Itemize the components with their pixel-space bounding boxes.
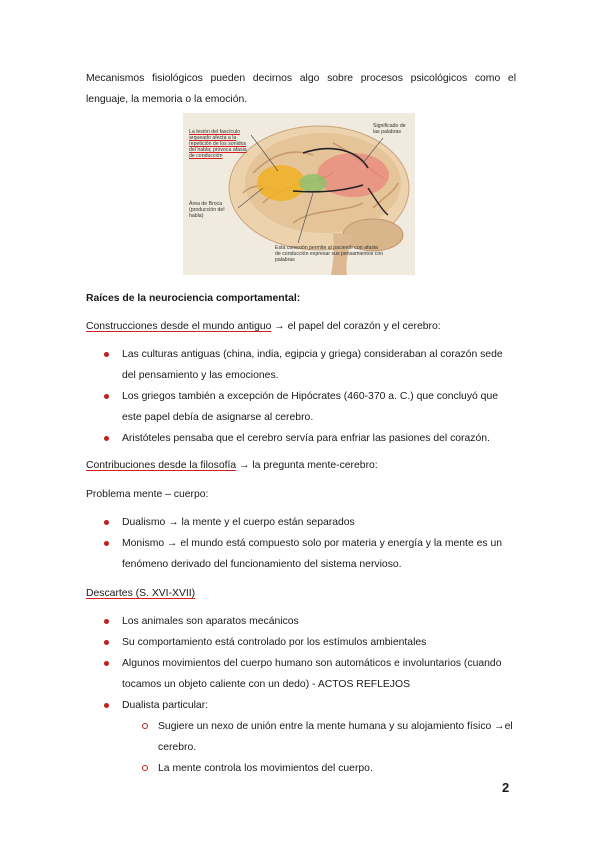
list-item: Las culturas antiguas (china, india, egipcia y griega) consideraban al corazón sede del pensamiento y las emociones. [86, 344, 516, 386]
heading-descartes [86, 583, 516, 604]
heading-antiguo-link: Construcciones desde el mundo antiguo [86, 321, 272, 332]
heading-antiguo [86, 316, 516, 337]
section-title: Raíces de la neurociencia comportamental: [86, 293, 301, 304]
heading-antiguo-rest: → el papel del corazón y el cerebro: [271, 321, 441, 332]
list-item: Algunos movimientos del cuerpo humano son automáticos e involuntarios (cuando tocamos un objeto caliente con un dedo) - ACTOS REFLEJOS [86, 653, 516, 695]
list-filosofia [86, 512, 516, 575]
heading-filosofia-link: Contribuciones desde la filosofía [86, 460, 237, 471]
wernicke-area [317, 153, 389, 197]
list-antiguo [86, 344, 516, 449]
list-item: Los animales son aparatos mecánicos [86, 611, 516, 632]
sublist-item: Sugiere un nexo de unión entre la mente humana y su alojamiento físico →el cerebro. [122, 716, 516, 758]
label-lesion: La lesión del fascículo arqueado afecta a la repetición de los sonidos del habla; provoca afasia de conducción [189, 129, 247, 159]
sublist-item: La mente controla los movimientos del cuerpo. [122, 758, 516, 779]
list-item: Dualismo → la mente y el cuerpo están separados [86, 512, 516, 533]
list-item: Su comportamiento está controlado por los estímulos ambientales [86, 632, 516, 653]
list-item: Aristóteles pensaba que el cerebro servía para enfriar las pasiones del corazón. [86, 428, 516, 449]
label-significado: Significado de las palabras [373, 123, 406, 135]
heading-filosofia-rest: → la pregunta mente-cerebro: [236, 460, 378, 471]
intro-paragraph: Mecanismos fisiológicos pueden decirnos algo sobre procesos psicológicos como el lenguaje, la memoria o la emoción. [86, 73, 516, 105]
heading-filosofia [86, 455, 516, 476]
list-item: Los griegos también a excepción de Hipócrates (460-370 a. C.) que concluyó que este papel debía de asignarse al cerebro. [86, 386, 516, 428]
list-descartes [86, 611, 516, 779]
heading-descartes-link: Descartes (S. XVI-XVII) [86, 588, 196, 599]
list-item-text: Dualista particular: [122, 700, 209, 711]
list-item [86, 695, 516, 779]
arcuate-region [299, 174, 327, 192]
label-broca: Área de Broca (producción del habla) [189, 201, 225, 219]
list-item: Monismo → el mundo está compuesto solo por materia y energía y la mente es un fenómeno derivado del funcionamiento del sistema nervioso. [86, 533, 516, 575]
page-number: 2 [502, 780, 510, 795]
problem-label: Problema mente – cuerpo: [86, 489, 209, 500]
broca-area [257, 165, 305, 201]
brain-figure [183, 113, 415, 275]
label-conexion: Esta conexión permite al paciente con afasia de conducción expresar sus pensamientos con palabras [275, 245, 384, 263]
sublist-dualista [122, 716, 516, 779]
